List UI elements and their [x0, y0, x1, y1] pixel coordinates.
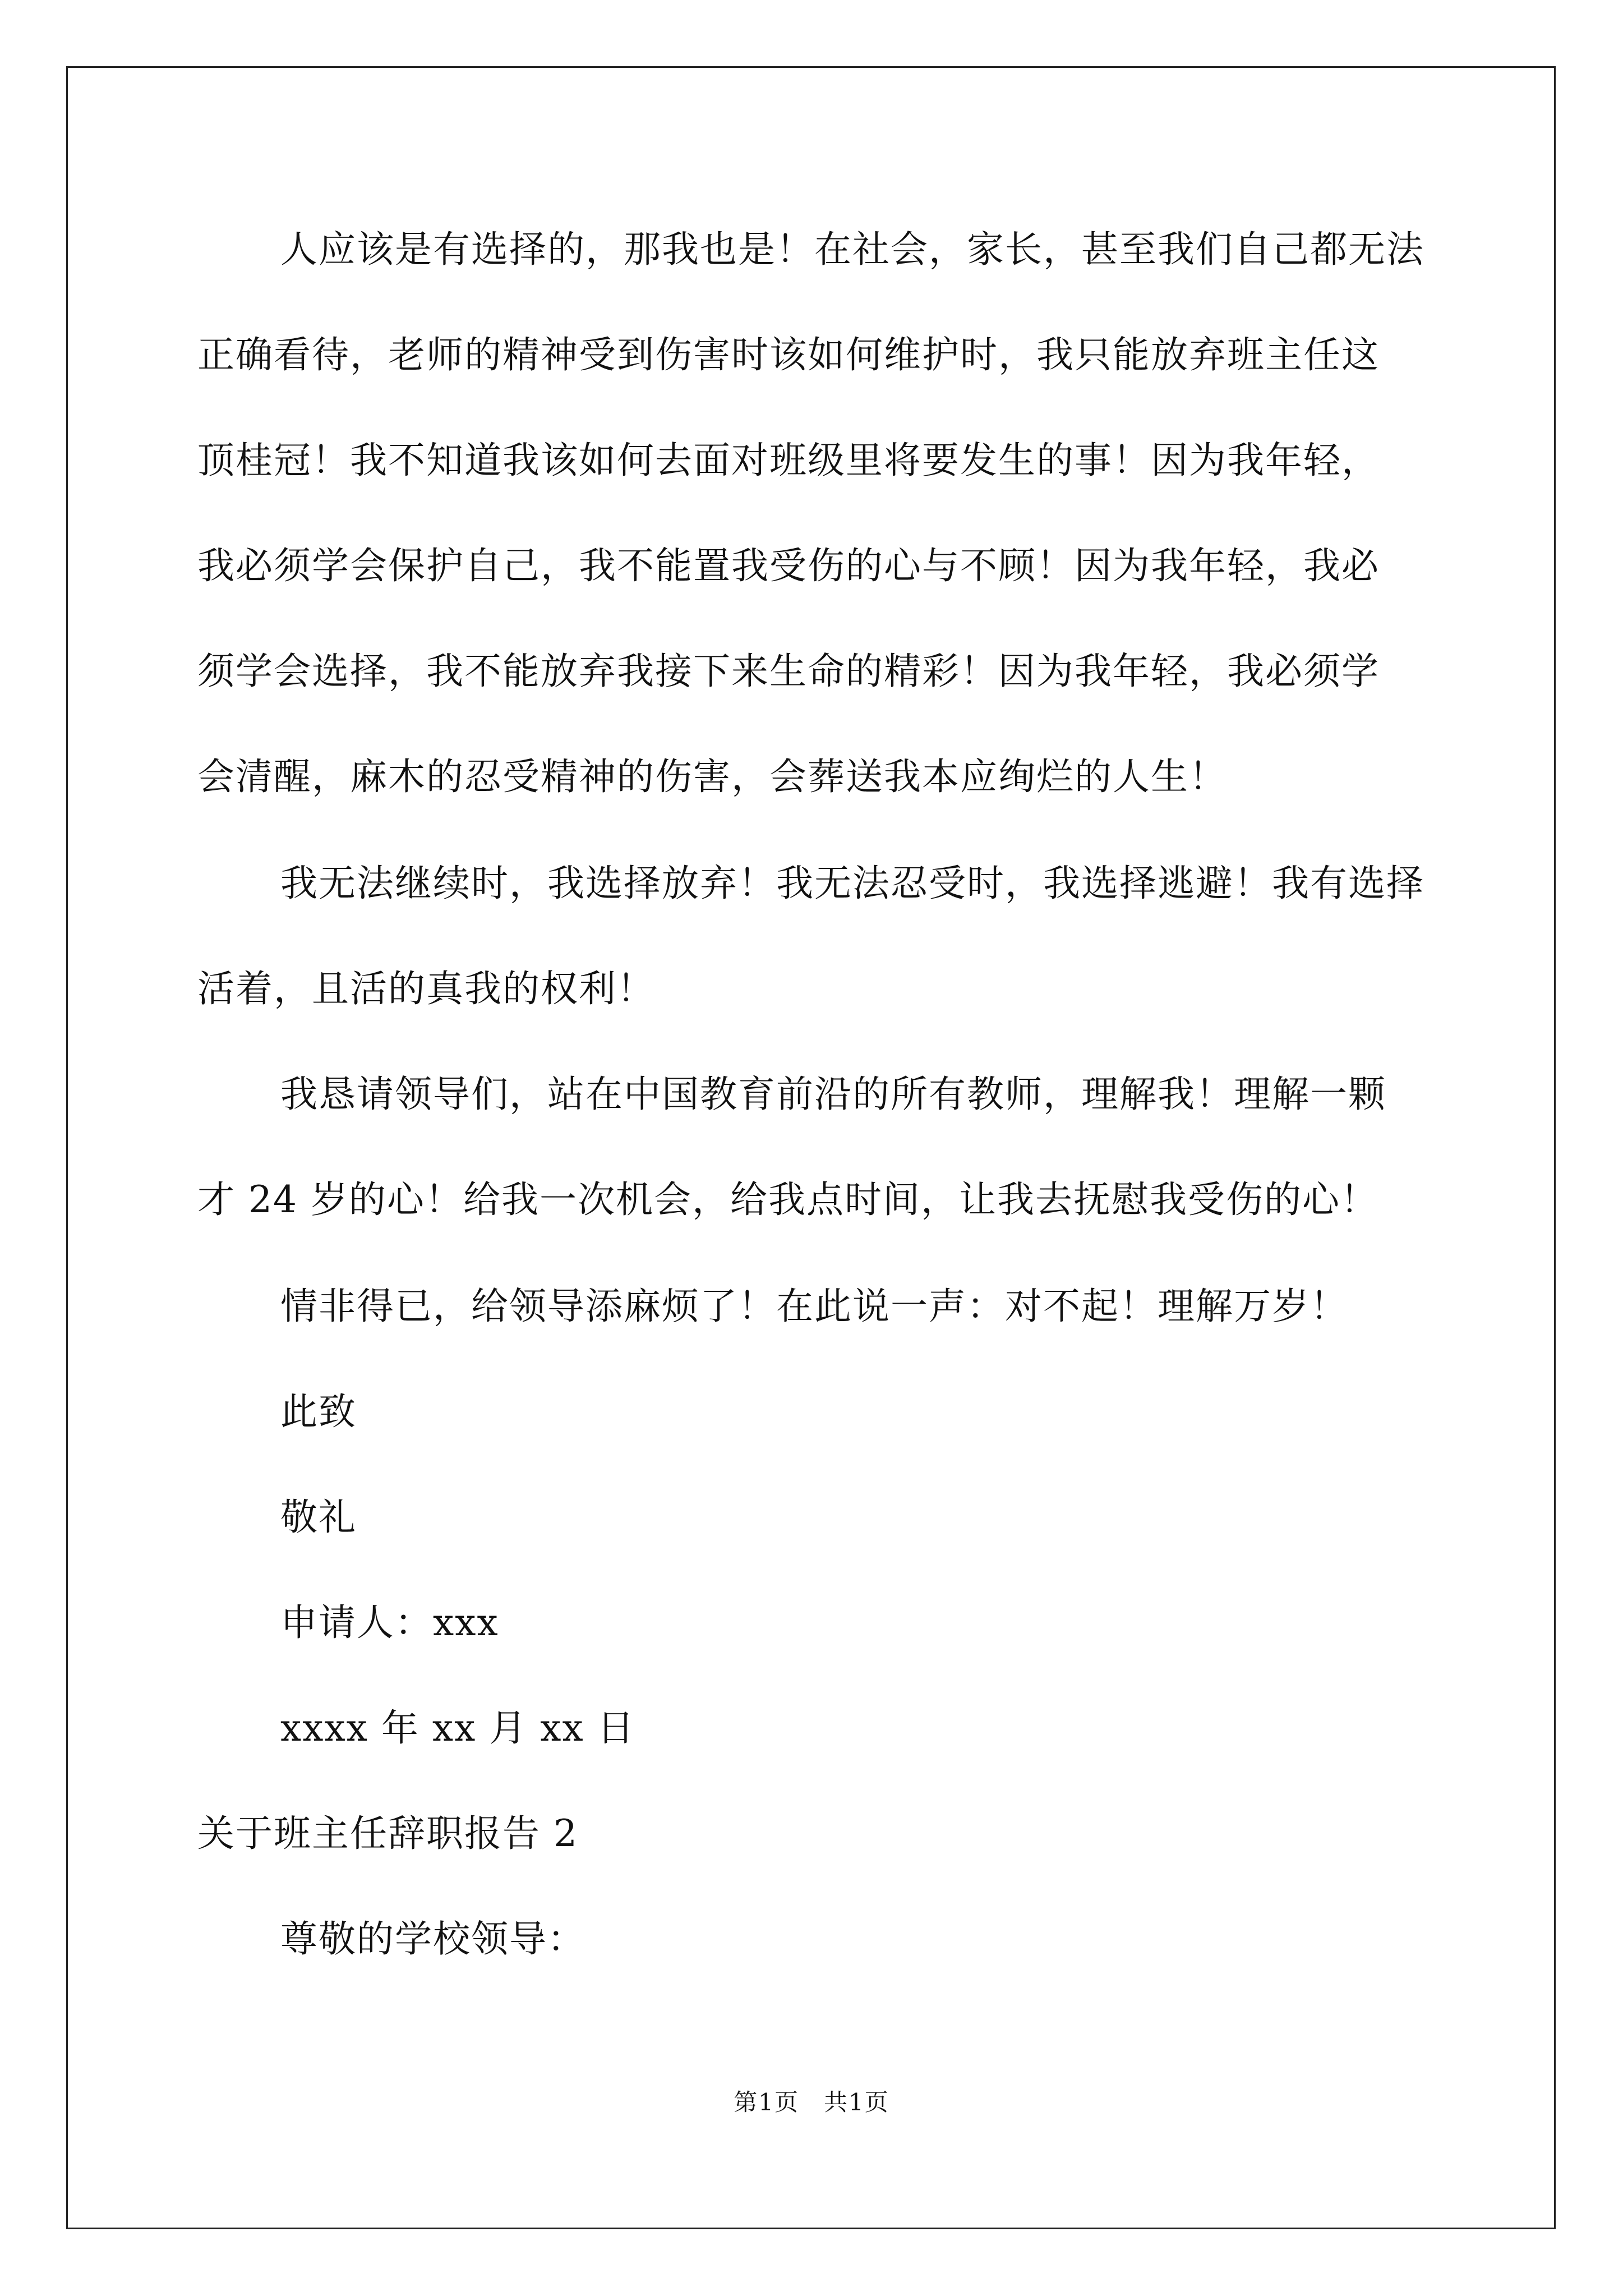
paragraph-1-line-1: 人应该是有选择的，那我也是！在社会，家长，甚至我们自己都无法 — [280, 228, 1424, 271]
greeting: 尊敬的学校领导： — [280, 1917, 585, 1961]
closing-salutation: 此致 — [280, 1390, 357, 1433]
closing-regards: 敬礼 — [280, 1496, 357, 1539]
paragraph-3-line-1: 我恳请领导们，站在中国教育前沿的所有教师，理解我！理解一颗 — [280, 1073, 1386, 1116]
date-line: xxxx 年 xx 月 xx 日 — [280, 1706, 635, 1750]
page-border — [66, 66, 1556, 2229]
paragraph-1-line-5: 须学会选择，我不能放弃我接下来生命的精彩！因为我年轻，我必须学 — [197, 650, 1380, 693]
paragraph-2-line-1: 我无法继续时，我选择放弃！我无法忍受时，我选择逃避！我有选择 — [280, 862, 1424, 905]
applicant-signature: 申请人：xxx — [280, 1601, 499, 1644]
paragraph-3-line-2: 才 24 岁的心！给我一次机会，给我点时间，让我去抚慰我受伤的心！ — [197, 1178, 1378, 1221]
paragraph-4: 情非得已，给领导添麻烦了！在此说一声：对不起！理解万岁！ — [280, 1285, 1348, 1328]
paragraph-1-line-6: 会清醒，麻木的忍受精神的伤害，会葬送我本应绚烂的人生！ — [197, 755, 1227, 798]
section-heading: 关于班主任辞职报告 2 — [197, 1812, 578, 1855]
paragraph-1-line-4: 我必须学会保护自己，我不能置我受伤的心与不顾！因为我年轻，我必 — [197, 544, 1380, 587]
page-number: 第1页 共1页 — [734, 2088, 889, 2116]
paragraph-2-line-2: 活着，且活的真我的权利！ — [197, 967, 655, 1010]
paragraph-1-line-3: 顶桂冠！我不知道我该如何去面对班级里将要发生的事！因为我年轻， — [197, 439, 1380, 482]
paragraph-1-line-2: 正确看待，老师的精神受到伤害时该如何维护时，我只能放弃班主任这 — [197, 333, 1380, 376]
